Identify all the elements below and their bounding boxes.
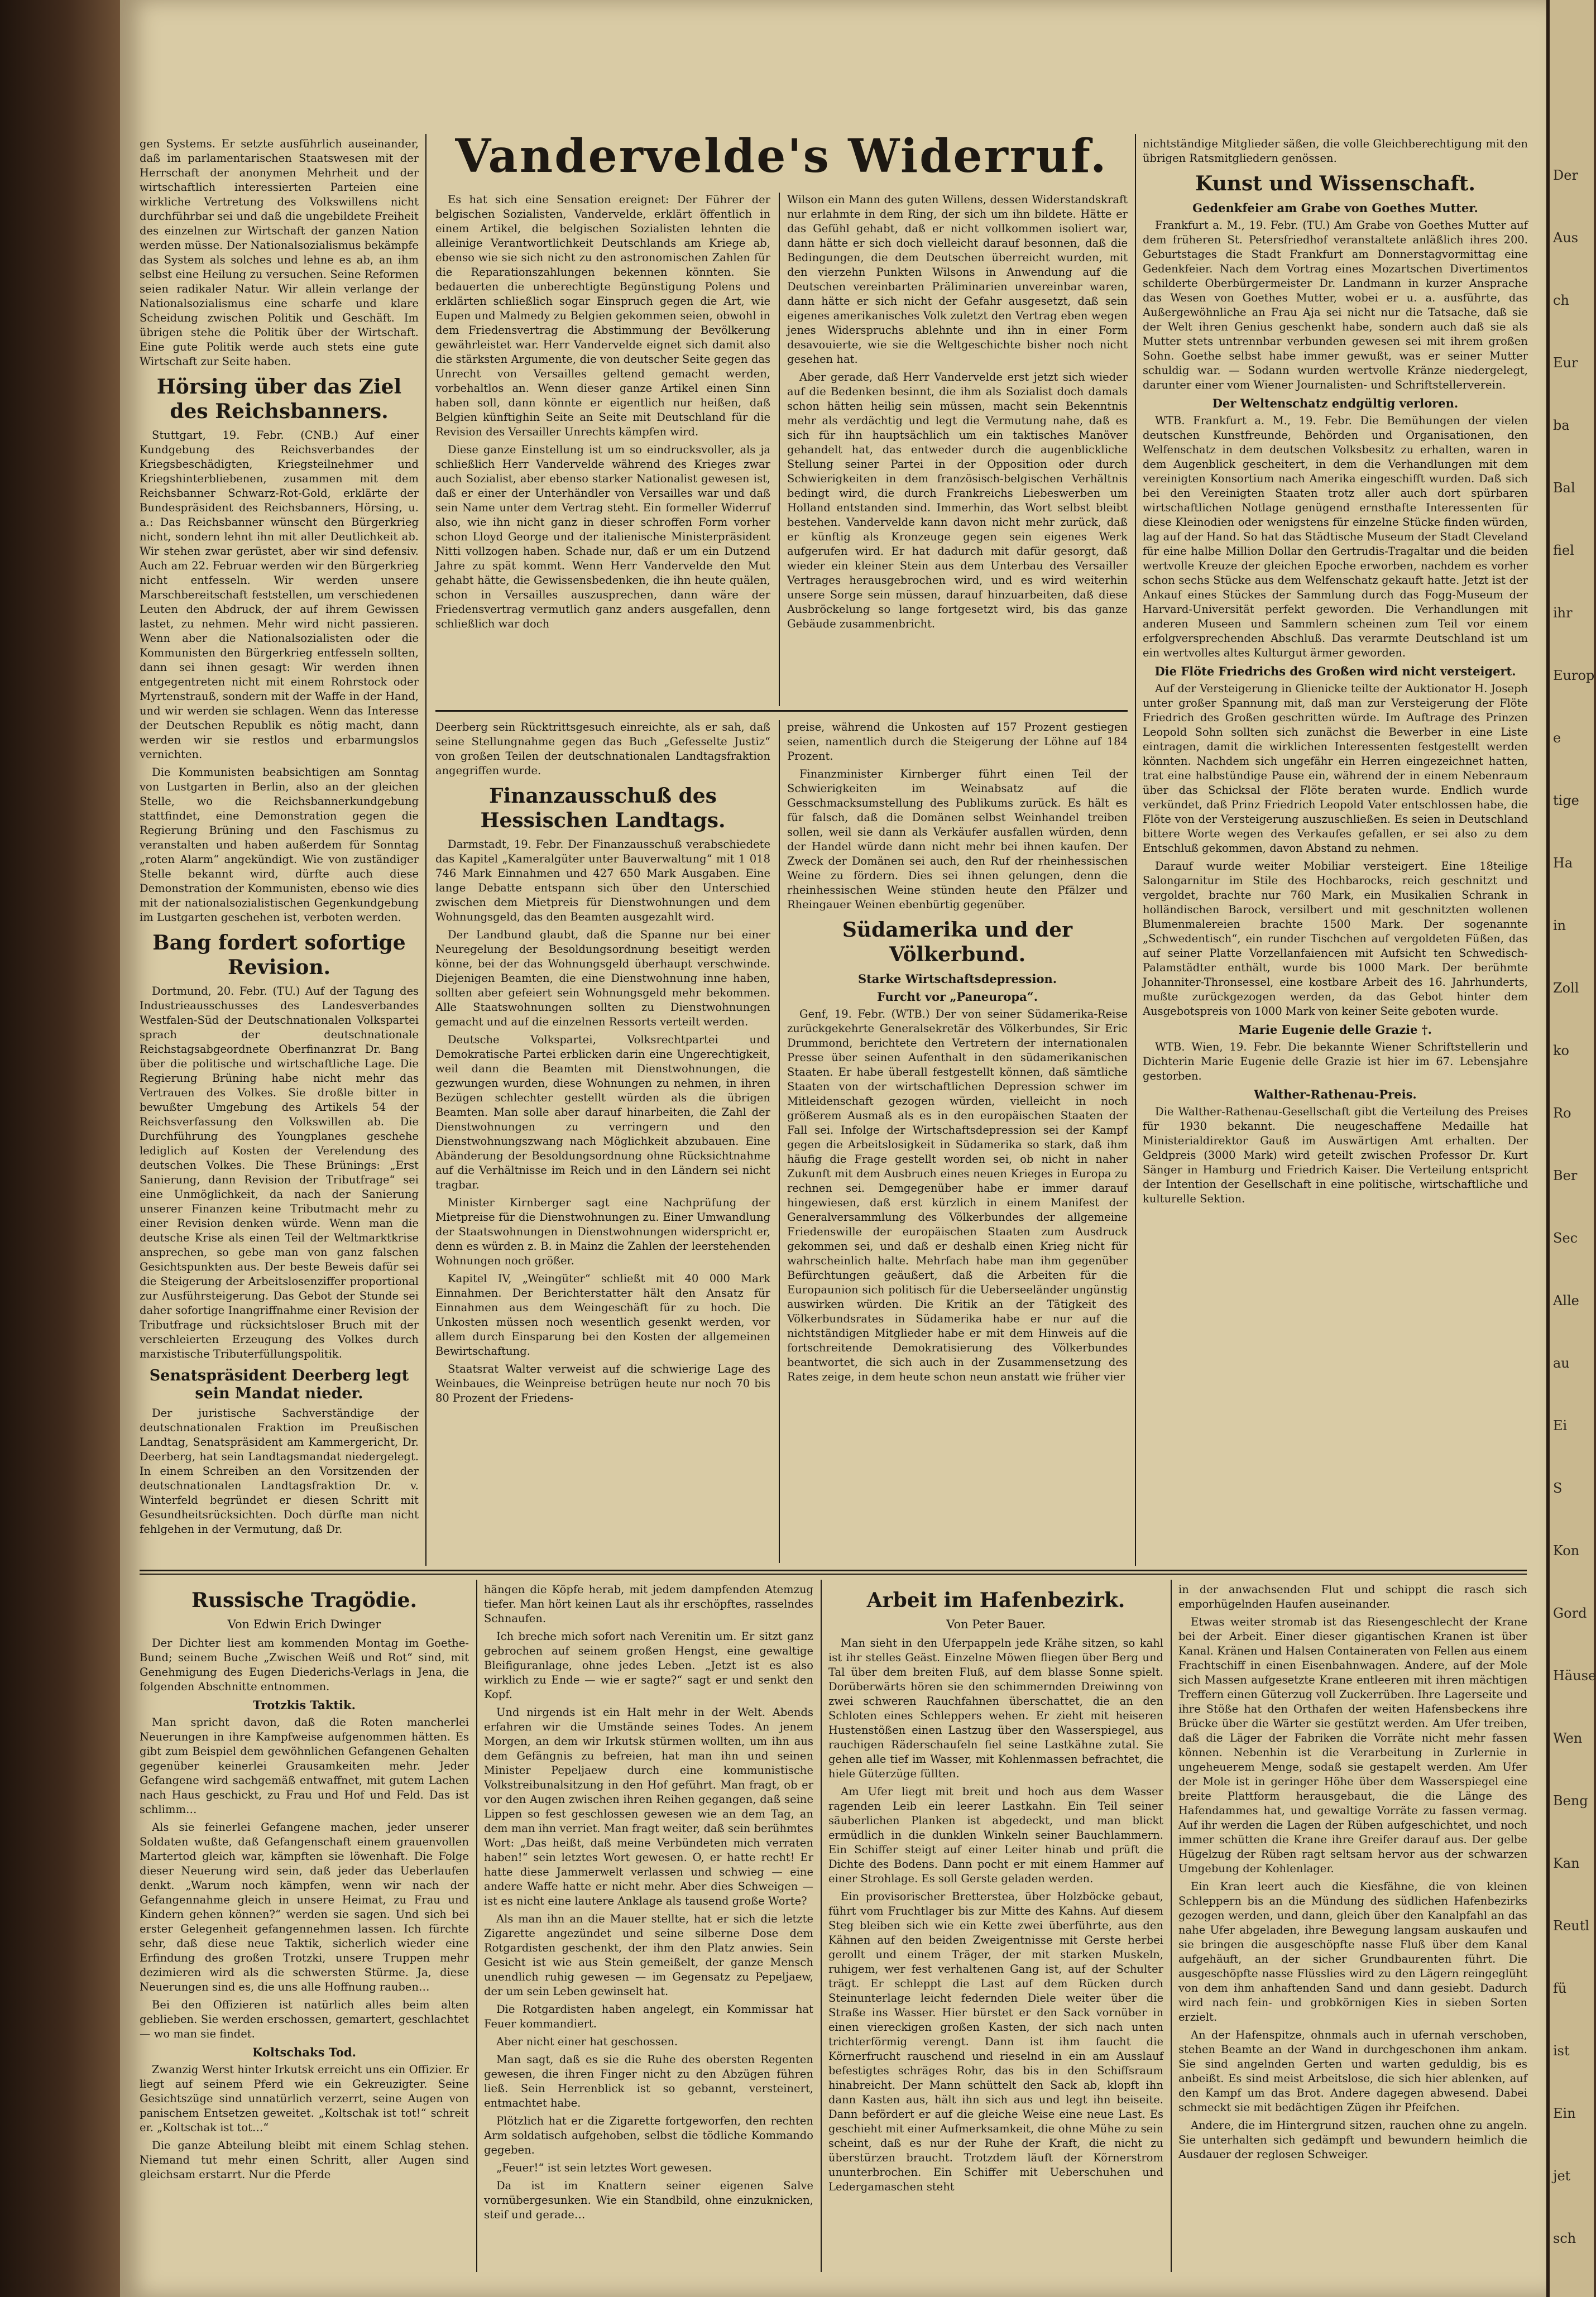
article-text: Man spricht davon, daß die Roten mancherlei Neuerungen in ihre Kampfweise aufgenommen hätten. Es gibt zum Beispiel dem gewöhnlichen Gefangenen Gehalten gegenüber keinerlei Grausamkeiten mehr. Jeder Gefangene wird sachgemäß entwaffnet, mit gutem Lachen nach Haus geschickt, zu Frau und Hof und Feld. Das ist schlimm… (140, 1716, 469, 1816)
edge-text-fragment: Reutl (1553, 1918, 1590, 1934)
article-text: Finanzminister Kirnberger führt einen Teil der Schwierigkeiten im Weinabsatz auf die Gesschmacksumstellung des Publikums zurück. Es hält es für falsch, daß die Domänen selbst Weinhandel treiben sollen, weil sie dann als Verkäufer ausfallen würden, denn der Handel würde dann nicht mehr bei ihnen kaufen. Der Zweck der Domänen sei auch, den Ruf der rheinhessischen Weine zu fördern. Dies sei ihnen gelungen, denn die rheinhessischen Weine stünden heute den Pfälzer und Rheingauer Weinen ebenbürtig gegenüber. (787, 768, 1128, 911)
article-text: in der anwachsenden Flut und schippt die rasch sich emporhügelnden Haufen auseinander. (1178, 1583, 1527, 1610)
article-text: Die Kommunisten beabsichtigen am Sonntag von Lustgarten in Berlin, also an der gleichen Stelle, wo die Reichsbannerkundgebung stattfindet, eine Demonstration gegen die Regierung Brüning und den Faschismus zu veranstalten und haben außerdem für Sonntag „roten Alarm“ angekündigt. Wie von zuständiger Stelle bekannt wird, dürfte auch diese Demonstration der Kommunisten, ebenso wie dies mit der nationalsozialistischen Gegenkundgebung im Lustgarten geschehen ist, verboten werden. (140, 766, 419, 924)
center-top-right (787, 193, 1128, 706)
article-text: Staatsrat Walter verweist auf die schwierige Lage des Weinbaues, die Weinpreise betrügen heute nur noch 70 bis 80 Prozent der Friedens- (435, 1363, 770, 1404)
article-text: Ein Kran leert auch die Kiesfähne, die von kleinen Schleppern bis an die Mündung des südlichen Hafenbezirks gezogen werden, und dann, gleich über den Kanalpfahl an das nahe Ufer abgeladen, ihre Bewegung langsam auskaufen und sie bringen die ausgeschöpfte nasse Fluß über dem Kanal aufgehäuft, an der sicher Grundbaurenten führt. Die ausgeschöpfte nasse Flüsslies wird zu den Lägern reingeglüht von dem ihm anhaftenden Sand und dann gesiebt. Dadurch wird nach fein- und grobkörnigen Kies in sieben Sorten erzielt. (1178, 1880, 1527, 2023)
article-byline: Von Peter Bauer. (946, 1618, 1046, 1631)
edge-text-fragment: Kan (1553, 1855, 1580, 1871)
article-text: Darauf wurde weiter Mobiliar versteigert. Eine 18teilige Salongarnitur im Stile des Hochbarocks, reich geschnitzt und vergoldet, brachte nur 760 Mark, ein Musikalien Schrank in holländischen Barock, versilbert und mit geschnitzten wollenen Blumenmalereien brachte 1500 Mark. Der sogenannte „Schwedentisch“, ein runder Tischchen auf vergoldeten Füßen, das auf seiner Platte Vorzellanfaiencen mit Aufsicht ten Schwedisch-Palamstädter enthält, wurde bis 1000 Mark. Der berühmte Johanniter-Thronsessel, eine kostbare Arbeit des 16. Jahrhunderts, mußte zurückgezogen werden, da das Gebot hinter dem Ausgebotspreis von 1000 Mark von keiner Seite geboten wurde. (1143, 860, 1528, 1018)
article-text: Wilson ein Mann des guten Willens, dessen Widerstandskraft nur erlahmte in dem Ring, der sich um ihn bildete. Hätte er das Gefühl gehabt, daß er nicht vollkommen isoliert war, dann hätte er sich doch vielleicht darauf besonnen, daß die Bedingungen, die dem Deutschen überreicht wurden, mit den vierzehn Punkten Wilsons in Anwendung auf die Deutschen vereinbarten Präliminarien unvereinbar waren, dann hätte er sich nicht der Gefahr ausgesetzt, daß sein eigenes amerikanisches Volk zuletzt den Vertrag eben wegen jenes Widerspruchs ablehnte und ihn in einer Form desavouierte, wie sie die Weltgeschichte bisher noch nicht gesehen hat. (787, 193, 1128, 366)
edge-text-fragment: ch (1553, 292, 1569, 308)
article-text: WTB. Wien, 19. Febr. Die bekannte Wiener Schriftstellerin und Dichterin Marie Eugenie delle Grazie ist hier im 67. Lebensjahre gestorben. (1143, 1040, 1528, 1082)
article-text: Man sieht in den Uferpappeln jede Krähe sitzen, so kahl ist ihr stelles Geäst. Einzelne Möwen fliegen über Berg und Tal über dem breiten Fluß, auf dem blasse Sonne spielt. Dorüberwärts hören sie den schimmernden Dreiwinng von zwei schweren Rauchfahnen überschattet, die an den Schloten eines Schleppers wehen. Er zieht mit heiseren Hustenstößen einen Lastzug über den Wasserspiegel, aus rauchigen Räderschaufeln fiel seine Lastkähne zutal. Sie gehen alle tief im Wasser, mit Kohlenmassen befrachtet, die hiele Güterzüge füllten. (828, 1637, 1163, 1780)
edge-text-fragment: Wen (1553, 1730, 1583, 1746)
article-text: Deerberg sein Rücktrittsgesuch einreichte, als er sah, daß seine Stellungnahme gegen das Buch „Gefesselte Justiz“ von großen Teilen der deutschnationalen Landtagsfraktion angegriffen wurde. (435, 721, 770, 777)
feuilleton-col-3 (828, 1583, 1163, 2269)
feuilleton-rule (140, 1574, 1527, 1575)
edge-text-fragment: ko (1553, 1043, 1569, 1058)
edge-text-fragment: tige (1553, 793, 1579, 808)
feuilleton-col-2 (484, 1583, 813, 2269)
edge-text-fragment: Aus (1553, 230, 1579, 246)
article-subheadline: Starke Wirtschaftsdepression. (857, 972, 1057, 986)
article-text: Bei den Offizieren ist natürlich alles beim alten geblieben. Sie werden erschossen, gemartert, geschlachtet — wo man sie findet. (140, 1998, 469, 2040)
article-subheadline: Der Weltenschatz endgültig verloren. (1212, 396, 1459, 410)
newspaper-page (120, 0, 1546, 2297)
article-text: Als man ihn an die Mauer stellte, hat er sich die letzte Zigarette angezündet und seine silberne Dose dem Rotgardisten geschenkt, der ihm den Platz anwies. Sein Gesicht ist wie aus Stein gemeißelt, der ganze Mensch unendlich ruhig gewesen — im Gegensatz zu Pepeljaew, der um sein Leben gewinselt hat. (484, 1912, 813, 1998)
column-rule (425, 134, 426, 1566)
edge-text-fragment: sch (1553, 2231, 1576, 2246)
edge-text-fragment: ihr (1553, 605, 1573, 621)
edge-text-fragment: Gord (1553, 1605, 1587, 1621)
edge-text-fragment: Ha (1553, 855, 1573, 871)
article-text: Auf der Versteigerung in Glienicke teilte der Auktionator H. Joseph unter großer Spannung mit, daß man zur Versteigerung der Flöte Friedrich des Großen geschritten würde. Im Auftrage des Prinzen Leopold Sohn sollten sich zunächst die Bewerber in eine Liste eintragen, damit die wirklichen Interessenten festgestellt werden könnten. Nachdem sich ungefähr ein Herren eingezeichnet hatten, trat eine halbstündige Pause ein, während der in einem Nebenraum über das Schicksal der Flöte beraten wurde. Endlich wurde verkündet, daß Prinz Friedrich Leopold Vater entschlossen habe, die Flöte von der Versteigerung auszuschließen. Es seien in Deutschland bittere Worte wegen des Verkaufes gefallen, er sei also zu dem Entschluß gekommen, davon Abstand zu nehmen. (1143, 682, 1528, 855)
article-text: Der Landbund glaubt, daß die Spanne nur bei einer Neuregelung der Besoldungsordnung beseitigt werden könne, bei der das Wohnungsgeld überhaupt verschwinde. Diejenigen Beamten, die eine Dienstwohnung inne haben, sollten aber gefeiert sein Wohnungsgeld mehr bekommen. Alle Staatswohnungen sollten zu Dienstwohnungen gemacht und auf die einzelnen Ressorts verteilt werden. (435, 928, 770, 1028)
article-text: WTB. Frankfurt a. M., 19. Febr. Die Bemühungen der vielen deutschen Kunstfreunde, Behörden und Organisationen, den Welfenschatz in dem deutschen Volksbesitz zu erhalten, waren in dem Augenblick gescheitert, in dem die Verhandlungen mit dem vereinigten Konsortium nach Amerika eingeschifft wurden. Daß sich bei den Vereinigten Staaten trotz aller auch dort spürbaren wirtschaftlichen Notlage genügend ernsthafte Interessenten für diese Kleinodien oder wenigstens für einzelne Stücke finden würden, lag auf der Hand. So hat das Städtische Museum der Stadt Cleveland für eine halbe Million Dollar den Gertrudis-Tragaltar und die beiden wertvolle Kreuze der gleichen Epoche erworben, nachdem es vorher schon sechs Stücke aus dem Welfenschatz gekauft hatte. Jetzt ist der Ankauf eines Stückes der Sammlung durch das Fogg-Museum der Harvard-Universität perfekt geworden. Die Verhandlungen mit anderen Museen und Sammlern scheinen zum Teil vor einem erfolgversprechenden Abschluß. Das verarmte Deutschland ist um ein wertvolles altes Kulturgut ärmer geworden. (1143, 414, 1528, 659)
feuilleton-col-1 (140, 1583, 469, 2269)
edge-text-fragment: fü (1553, 1980, 1567, 1996)
article-headline: Südamerika und der Völkerbund. (842, 918, 1073, 966)
section-headline: Kunst und Wissenschaft. (1195, 172, 1475, 195)
center-top-left (435, 193, 770, 706)
article-headline: Senatspräsident Deerberg legt sein Mandat nieder. (149, 1367, 409, 1402)
article-headline: Bang fordert sofortige Revision. (152, 931, 406, 979)
article-text: Man sagt, daß es sie die Ruhe des obersten Regenten gewesen, die ihren Finger nicht zu den Abzügen führen ließ. Sein Herrenblick ist so gebannt, versteinert, entmachtet habe. (484, 2053, 813, 2109)
article-text: Als sie feinerlei Gefangene machen, jeder unserer Soldaten wußte, daß Gefangenschaft einem grauenvollen Martertod gleich war, kämpften sie löwenhaft. Die Folge dieser Neuerung wird sein, daß jeder das Ueberlaufen denkt. „Warum noch kämpfen, wenn wir nach der Gefangennahme gleich in unsere Heimat, zu Frau und Kindern gehen können?“ werden sie sagen. Und sich bei erster Gelegenheit gefangennehmen lassen. Ich fürchte sehr, daß diese neue Taktik, sicherlich wieder eine Erfindung des großen Trotzki, unsere Truppen mehr dezimieren wird als die schwersten Stürme. Ja, diese Neuerungen sind es, die uns alle Hoffnung rauben… (140, 1821, 469, 1993)
article-text: gen Systems. Er setzte ausführlich auseinander, daß im parlamentarischen Staatswesen mit der Herrschaft der anonymen Mehrheit und der wirtschaftlich interessierten Parteien eine wirkliche Vertretung des Volkswillens nicht durchführbar sei und daß die ungebildete Freiheit des einzelnen zur Wirtschaft der ganzen Nation werden müsse. Der Nationalsozialismus bekämpfe das System als solches und lehne es ab, an ihm selbst eine Heilung zu versuchen. Seine Reformen seien radikaler Natur. Wir allein verlange der Nationalsozialismus eine scharfe und klare Scheidung zwischen Politik und Geschäft. Im übrigen stehe die Politik über der Wirtschaft. Eine gute Politik werde auch stets eine gute Wirtschaft zur Seite haben. (140, 137, 419, 368)
article-text: Diese ganze Einstellung ist um so eindrucksvoller, als ja schließlich Herr Vandervelde während des Krieges zwar auch Sozialist, aber ebenso starker Nationalist gewesen ist, daß er einer der Unterhändler von Versailles war und daß sein Name unter dem Vertrag steht. Ein formeller Widerruf also, wie ihn nicht ganz in dieser schroffen Form vorher schon Lloyd George und der italienische Ministerpräsident Nitti vollzogen haben. Schade nur, daß er um ein Dutzend Jahre zu spät kommt. Wenn Herr Vandervelde den Mut gehabt hätte, die Gewissensbedenken, die ihn heute quälen, schon in Versailles auszusprechen, dann wäre der Friedensvertrag vermutlich ganz anders ausgefallen, denn schließlich war doch (435, 443, 770, 630)
edge-text-fragment: Häuse (1553, 1668, 1596, 1684)
article-subheadline: Furcht vor „Paneuropa“. (876, 990, 1038, 1004)
edge-text-fragment: fiel (1553, 543, 1574, 558)
main-headline: Vandervelde's Widerruf. (455, 130, 1108, 183)
edge-text-fragment: Eur (1553, 355, 1578, 371)
article-subheadline: Trotzkis Taktik. (253, 1698, 356, 1712)
article-text: Plötzlich hat er die Zigarette fortgeworfen, den rechten Arm soldatisch aufgehoben, selbst die tödliche Kommando gegeben. (484, 2114, 813, 2156)
article-text: Der Dichter liest am kommenden Montag im Goethe-Bund; seinem Buche „Zwischen Weiß und Rot“ sind, mit Genehmigung des Eugen Diederichs-Verlags in Jena, die folgenden Abschnitte entnommen. (140, 1637, 469, 1693)
article-subheadline: Gedenkfeier am Grabe von Goethes Mutter. (1192, 201, 1478, 215)
article-text: hängen die Köpfe herab, mit jedem dampfenden Atemzug tiefer. Man hört keinen Laut als ihr erschöpftes, rasselndes Schnaufen. (484, 1583, 813, 1625)
article-headline: Hörsing über das Ziel des Reichsbanners. (156, 375, 402, 423)
article-text: Andere, die im Hintergrund sitzen, rauchen ohne zu angeln. Sie unterhalten sich gedämpft und bewundern heimlich die Ausdauer der reglosen Schweiger. (1178, 2119, 1527, 2161)
article-text: Minister Kirnberger sagt eine Nachprüfung der Mietpreise für die Dienstwohnungen zu. Einer Umwandlung der Staatswohnungen in Dienstwohnungen widerspricht er, denn es würden z. B. in Mainz die Zahlen der leerstehenden Wohnungen noch größer. (435, 1196, 770, 1267)
article-text: Ich breche mich sofort nach Verenitin um. Er sitzt ganz gebrochen auf seinem großen Hengst, eine gewaltige Bleifiguranlage, ohne jedes Leben. „Jetzt ist es also wirklich zu Ende — wie er sagte?“ sagt er und senkt den Kopf. (484, 1630, 813, 1701)
edge-text-fragment: in (1553, 918, 1566, 933)
article-subheadline: Die Flöte Friedrichs des Großen wird nicht versteigert. (1154, 664, 1516, 678)
article-byline: Von Edwin Erich Dwinger (227, 1618, 381, 1631)
article-text: „Feuer!“ ist sein letztes Wort gewesen. (496, 2161, 712, 2174)
edge-text-fragment: e (1553, 730, 1561, 746)
left-column (140, 137, 419, 1563)
article-text: Deutsche Volkspartei, Volksrechtpartei und Demokratische Partei erblicken darin eine Ungerechtigkeit, weil dann die Beamten mit Dienstwohnungen, die gezwungen wurden, diese Wohnungen zu nehmen, in ihren Bezügen schlechter gestellt würden als die übrigen Beamten. Man solle aber darauf hinarbeiten, die Zahl der Dienstwohnungen zu verringern und den Dienstwohnungszwang nach Möglichkeit abzubauen. Eine Abänderung der Besoldungsordnung ohne Rücksichtnahme auf die Verhältnisse im Reich und in den Ländern sei nicht tragbar. (435, 1033, 770, 1191)
edge-text-fragment: Der (1553, 167, 1578, 183)
edge-text-fragment: Sec (1553, 1230, 1578, 1246)
article-subheadline: Marie Eugenie delle Grazie †. (1239, 1023, 1432, 1037)
article-text: Etwas weiter stromab ist das Riesengeschlecht der Krane bei der Arbeit. Einer dieser gigantischen Kranen ist über Kanal. Kränen und Halsen Containeraten von Fellen aus einem Frachtschiff in einen Eisenbahnwagen. Andere, auf der Mole sich Massen aufgesetzte Krane entleeren mit ihren mächtigen Treffern einen Güterzug voll Zuckerrüben. Ihre Lagerseite und ihre Stöße hat den Orthafen der weiten Hafensbeckens ihre Brücke über die Wärter sie gestützt werden. Am Ufer treiben, daß die Läger der Fabriken die Vorräte nicht mehr fassen können. Nebenhin ist die Verarbeitung in Zurlernie in ungeheuerem Menge, sodaß sie gestapelt werden. Am Ufer der Mole ist in geringer Höhe über dem Wasserspiegel eine breite Plattform herausgebaut, die die Länge des Hafendammes hat, und gewaltige Vorräte zu fassen vermag. Auf ihr werden die Lagen der Rüben aufgeschichtet, und noch immer schütten die Krane ihre Greifer darauf aus. Der gelbe Hügelzug der Rüben ragt seltsam hervor aus der schwarzen Umgebung der Kohlenlager. (1178, 1615, 1527, 1875)
article-text: Dortmund, 20. Febr. (TU.) Auf der Tagung des Industrieausschusses des Landesverbandes Westfalen-Süd der Deutschnationalen Volkspartei sprach der deutschnationale Reichstagsabgeordnete Oberfinanzrat Dr. Bang über die politische und wirtschaftliche Lage. Die Regierung Brüning habe nicht mehr das Vertrauen des Volkes. Sie droßle bitter in bewußter Umgebung des Artikels 54 der Reichsverfassung den Volkswillen ab. Die Durchführung des Youngplanes geschehe lediglich auf Kosten der Verelendung des deutschen Volkes. Die These Brünings: „Erst Sanierung, dann Revision der Tributfrage“ sei eine Unmöglichkeit, da nach der Sanierung unserer Finanzen keine Tributmacht mehr zu einer Revision denken würde. Wenn man die deutsche Krise als einen Teil der Weltmarktkrise ansprechen, so gebe man von ganz falschen Gesichtspunkten aus. Der beste Beweis dafür sei die Steigerung der Arbeitslosenziffer proportional zur Ausführsteigerung. Das Gebot der Stunde sei daher sofortige Inangriffnahme einer Revision der Tributfrage und rücksichtsloser Bruch mit der verschleierten Erzeugung des Volkes durch marxistische Tributerfüllungspolitik. (140, 985, 419, 1360)
edge-text-fragment: ist (1553, 2043, 1570, 2059)
article-text: Aber nicht einer hat geschossen. (496, 2035, 678, 2048)
edge-text-fragment: S (1553, 1480, 1563, 1496)
section-rule (435, 710, 1128, 712)
article-text: Darmstadt, 19. Febr. Der Finanzausschuß verabschiedete das Kapitel „Kameralgüter unter Bauverwaltung“ mit 1 018 746 Mark Einnahmen und 427 650 Mark Ausgaben. Eine lange Debatte entspann sich über den Unterschied zwischen dem Mietpreis für Dienstwohnungen und dem Wohnungsgeld, das den Beamten ausgezahlt wird. (435, 838, 770, 923)
article-text: Es hat sich eine Sensation ereignet: Der Führer der belgischen Sozialisten, Vandervelde, erklärt öffentlich in einem Artikel, die belgischen Sozialisten lehnten die alleinige Verantwortlichkeit Deutschlands am Kriege ab, ebenso wie sie sich nicht zu den astronomischen Zahlen für die Reparationszahlungen bekennen könnten. Sie bedauerten die unberechtigte Begünstigung Polens und erklärten schließlich sogar Einspruch gegen die Art, wie Eupen und Malmedy zu Belgien gekommen seien, obwohl in dem Friedensvertrag die Abstimmung der Bevölkerung gewährleistet war. Herr Vandervelde eignet sich damit also die stärksten Argumente, die von deutscher Seite gegen das Unrecht von Versailles geltend gemacht werden, vorbehaltlos an. Wenn dieser ganze Artikel einen Sinn haben soll, dann könnte er eigentlich nur heißen, daß Belgien künftighin Seite an Seite mit Deutschland für die Revision des Versailler Unrechts kämpfen wird. (435, 193, 770, 438)
article-text: Die Rotgardisten haben angelegt, ein Kommissar hat Feuer kommandiert. (484, 2003, 813, 2030)
article-subheadline: Walther-Rathenau-Preis. (1254, 1087, 1417, 1101)
edge-text-fragment: Kon (1553, 1543, 1580, 1558)
edge-text-fragment: jet (1553, 2168, 1571, 2184)
column-rule (779, 193, 780, 706)
article-text: Aber gerade, daß Herr Vandervelde erst jetzt sich wieder auf die Bedenken besinnt, die ihm als Sozialist doch damals schon hätten heilig sein müssen, macht sein Bekenntnis mehr als verdächtig und legt die Vermutung nahe, daß es sich für ihn hauptsächlich um ein taktisches Manöver gehandelt hat, das entweder durch die augenblickliche Stellung seiner Partei in der Opposition oder durch Schwierigkeiten in dem französisch-belgischen Verhältnis bedingt wird, die durch Frankreichs Liebeswerben um Holland entstanden sind. Immerhin, das Wort selbst bleibt bestehen. Vandervelde kann davon nicht mehr zurück, daß er künftig als Kronzeuge gegen sein eigenes Werk aufgerufen wird. Er hat dadurch mit dafür gesorgt, daß wieder ein kleiner Stein aus dem Unterbau des Versailler Vertrages herausgebrochen wird, und es wird weiterhin unsere Sorge sein müssen, darauf hinzuarbeiten, daß diese Ausbröckelung so lange fortgesetzt wird, bis das ganze Gebäude zusammenbricht. (787, 371, 1128, 630)
center-mid-right (787, 720, 1128, 1563)
feuilleton-col-4 (1178, 1583, 1527, 2269)
edge-text-fragment: au (1553, 1355, 1570, 1371)
article-text: Genf, 19. Febr. (WTB.) Der von seiner Südamerika-Reise zurückgekehrte Generalsekretär des Völkerbundes, Sir Eric Drummond, berichtete den Vertretern der internationalen Presse über seinen Aufenthalt in den südamerikanischen Staaten. Er habe überall festgestellt können, daß sämtliche Staaten von der wirtschaftlichen Depression schwer im Mitleidenschaft gezogen würden, vielleicht in noch größerem Ausmaß als es in den europäischen Staaten der Fall sei. Infolge der Wirtschaftsdepression sei der Kampf gegen die Arbeitslosigkeit in Südamerika so stark, daß ihm häufig die Frage gestellt worden sei, ob nicht in naher Zukunft mit dem Ausbruch eines neuen Krieges in Europa zu rechnen sei. Demgegenüber habe er immer darauf hingewiesen, daß erst kürzlich in einem Manifest der Generalversammlung des Völkerbundes der allgemeine Friedenswille der europäischen Staaten zum Ausdruck gekommen sei, und daß er deshalb einen Krieg nicht für wahrscheinlich halte. Mehrfach habe man ihm gegenüber Befürchtungen geäußert, daß die Arbeiten für die Europaunion sich politisch für die Ueberseeländer ungünstig auswirken würden. Die Kritik an der Tätigkeit des Völkerbundsrates in Südamerika habe er nur auf die nichtständigen Mitglieder habe er mit dem Hinweis auf die fortschreitende Demokratisierung des Völkerbundes beantwortet, die sich auch in der Zusammensetzung des Rates zeige, in dem heute schon neun anstatt wie früher vier (787, 1008, 1128, 1383)
edge-text-fragment: Ber (1553, 1168, 1578, 1183)
edge-text-fragment: Bal (1553, 480, 1575, 496)
article-text: Da ist im Knattern seiner eigenen Salve vornübergesunken. Wie ein Standbild, ohne einzuknicken, steif und gerade… (484, 2179, 813, 2221)
article-text: Ein provisorischer Bretterstea, über Holzböcke gebaut, führt vom Fruchtlager bis zur Mitte des Kahns. Auf diesem Steg bleiben sich wie ein Kette zwei überführte, aus den Kähnen auf den beiden Zweigentnisse mit Gerste herbei gerollt und einem Träger, der mit starken Muskeln, ruhigem, wer fest verhaltenen Gang ist, auf der Schulter trägt. Er schleppt die Last auf dem Rücken durch Steinunterlage leicht federnden Diele weiter über die Straße ins Wasser. Hier bürstet er den Sack vornüber in einen viereckigen großen Kasten, der sich nach unten trichterförmig verengt. Dann ist ihm faucht die Körnerfrucht rauschend und rieselnd in ein am Ausslauf befestigtes schräges Rohr, das bis in den Schiffsraum hinabreicht. Der Mann schüttelt den Sack ab, klopft ihn dann Kasten aus, hält ihn sich aus und legt ihn beiseite. Dann befördert er auf die gleiche Weise eine neue Last. Es geschieht mit einer Aufmerksamkeit, die ohne Mühe zu sein scheint, daß es nur der Ruhe der Kraft, die nicht zu überstürzen braucht. Trotzdem läuft der Körnerstrom ununterbrochen. Ein Schiffer mit Ueberschuhen und Ledergamaschen steht (828, 1890, 1163, 2193)
column-rule (821, 1580, 822, 2272)
edge-text-fragment: ba (1553, 418, 1570, 433)
article-text: Die ganze Abteilung bleibt mit einem Schlag stehen. Niemand tut mehr einen Schritt, aller Augen sind gleichsam erstarrt. Nur die Pferde (140, 2139, 469, 2181)
book-spine (0, 0, 120, 2297)
edge-text-fragment: Ein (1553, 2106, 1576, 2121)
column-rule (476, 1580, 477, 2272)
article-text: Am Ufer liegt mit breit und hoch aus dem Wasser ragenden Leib ein leerer Lastkahn. Ein Teil seiner säuberlichen Planken ist abgedeckt, und man blickt ermüdlich in die dunklen Winkeln seiner Bauchlammern. Ein Schiffer steigt auf einer Leiter hinab und prüft die Dichte des Bodens. Dann pocht er mit einem Hammer auf einer Strohlage. Es soll Gerste geladen werden. (828, 1785, 1163, 1885)
edge-text-fragment: Zoll (1553, 980, 1579, 996)
column-rule (779, 720, 780, 1563)
article-text: Frankfurt a. M., 19. Febr. (TU.) Am Grabe von Goethes Mutter auf dem früheren St. Petersfriedhof veranstaltete anläßlich ihres 200. Geburtstages die Stadt Frankfurt am Donnerstagvormittag eine Gedenkfeier. Nach dem Vortrag eines Mozartschen Divertimentos schilderte Oberbürgermeister Dr. Landmann in kurzer Ansprache das Wesen von Goethes Mutter, wobei er u. a. ausführte, das Außergewöhnliche an Frau Aja sei nicht nur die Tatsache, daß sie der Welt ihren Genius geschenkt habe, sondern auch daß sie als Mutter stets untrennbar verbunden gewesen sei mit ihrem großen Sohn. Goethe selbst habe immer gewußt, was er seiner Mutter schuldig war. — Sodann wurden wertvolle Kränze niedergelegt, darunter einer vom Wiener Journalisten- und Schriftstellerverein. (1143, 219, 1528, 391)
article-text: Stuttgart, 19. Febr. (CNB.) Auf einer Kundgebung des Reichsverbandes der Kriegsbeschädigten, Kriegsteilnehmer und Kriegshinterbliebenen, zusammen mit dem Reichsbanner Schwarz-Rot-Gold, erklärte der Bundespräsident des Reichsbanners, Hörsing, u. a.: Das Reichsbanner wünscht den Bürgerkrieg nicht, sondern lehnt ihn mit aller Deutlichkeit ab. Wir stehen zwar gerüstet, aber wir sind defensiv. Auch am 22. Februar werden wir den Bürgerkrieg nicht entfesseln. Wir werden unsere Marschbereitschaft feststellen, um verschiedenen Leuten den Abdruck, der auf ihrem Gewissen lastet, zu nehmen. Mehr wird nicht passieren. Wenn aber die Nationalsozialisten oder die Kommunisten den Bürgerkrieg entfesseln sollten, dann sei ihnen gesagt: Wir werden ihnen entgegentreten nicht mit einem Rohrstock oder Myrtenstrauß, sondern mit der Waffe in der Hand, und wir werden sie schlagen. Wenn das Interesse der Deutschen Republik es nötig macht, dann werden wir sie restlos und erbarmungslos vernichten. (140, 429, 419, 761)
article-headline: Arbeit im Hafenbezirk. (866, 1589, 1125, 1612)
edge-text-fragment: Alle (1553, 1293, 1579, 1308)
edge-text-fragment: Ro (1553, 1105, 1571, 1121)
column-rule (1135, 134, 1136, 1566)
article-text: Die Walther-Rathenau-Gesellschaft gibt die Verteilung des Preises für 1930 bekannt. Die neugeschaffene Medaille hat Ministerialdirektor Gauß im Auswärtigen Amt erhalten. Der Geldpreis (3000 Mark) wird geteilt zwischen Professor Dr. Kurt Sänger in Hamburg und Friedrich Kaiser. Die Verteilung entspricht der Intention der Gesellschaft in eine politische, wirtschaftliche und kulturelle Sektion. (1143, 1105, 1528, 1205)
right-column (1143, 137, 1528, 1563)
article-text: Der juristische Sachverständige der deutschnationalen Fraktion im Preußischen Landtag, Senatspräsident am Kammergericht, Dr. Deerberg, hat sein Landtagsmandat niedergelegt. In einem Schreiben an den Vorsitzenden der deutschnationalen Landtagsfraktion Dr. v. Winterfeld begründet er diesen Schritt mit Gesundheitsrücksichten. Doch dürfte man nicht fehlgehen in der Vermutung, daß Dr. (140, 1407, 419, 1536)
article-text: nichtständige Mitglieder säßen, die volle Gleichberechtigung mit den übrigen Ratsmitgliedern genössen. (1143, 137, 1528, 165)
edge-text-fragment: Ei (1553, 1418, 1568, 1433)
feuilleton-rule (140, 1570, 1527, 1571)
edge-text-fragment: Beng (1553, 1793, 1588, 1809)
article-text: An der Hafenspitze, ohnmals auch in ufernah verschoben, stehen Beamte an der Wand in durchgeschonen ihm ankam. Sie sind angelnden Gerten und warten geduldig, bis es anbeißt. Es sind meist Arbeitslose, die sich hier ablenken, auf den Kampf um das Brot. Andere dagegen abwesend. Dabei schmeckt sie mit bedächtigen Zügen ihr Pfeifchen. (1178, 2029, 1527, 2114)
center-mid-left (435, 720, 770, 1563)
article-text: Kapitel IV, „Weingüter“ schließt mit 40 000 Mark Einnahmen. Der Berichterstatter hält den Ansatz für Einnahmen aus dem Weingeschäft für zu hoch. Die Unkosten müssen noch wesentlich gesenkt werden, vor allem durch Einsparung bei den Kosten der allgemeinen Bewirtschaftung. (435, 1272, 770, 1358)
article-text: preise, während die Unkosten auf 157 Prozent gestiegen seien, namentlich durch die Steigerung der Löhne auf 184 Prozent. (787, 721, 1128, 763)
article-subheadline: Koltschaks Tod. (252, 2045, 356, 2059)
article-text: Zwanzig Werst hinter Irkutsk erreicht uns ein Offizier. Er liegt auf seinem Pferd wie ein Gekreuzigter. Seine Gesichtszüge sind unnatürlich verzerrt, seine Augen von panischem Entsetzen geweitet. „Koltschak ist tot!“ schreit er. „Koltschak ist tot…“ (140, 2063, 469, 2134)
article-headline: Russische Tragödie. (191, 1589, 418, 1612)
article-headline: Finanzausschuß des Hessischen Landtags. (480, 784, 726, 832)
edge-text-fragment: Europ (1553, 668, 1595, 683)
column-rule (1171, 1580, 1172, 2272)
article-text: Und nirgends ist ein Halt mehr in der Welt. Abends erfahren wir die Umstände seines Todes. An jenem Morgen, an dem wir Irkutsk stürmen wollten, um ihn aus dem Gefängnis zu befreien, hat man ihn und seinen Minister Pepeljaew durch eine kommunistische Volkstreibunalsitzung in den Hof geführt. Man fragt, ob er vor den Augen zwischen ihren Reihen gegangen, daß seine Lippen so fest geschlossen gewesen wie an dem Tag, an dem man ihn verriet. Man fragt weiter, daß sein berühmtes Wort: „Das heißt, daß meine Verbündeten mich verraten haben!“ sein letztes Wort gewesen. O, er hatte recht! Er hatte diese Jammerwelt verlassen und schwieg — eine andere Waffe hatte er nicht mehr. Aber dies Schweigen — ist es nicht eine lautere Anklage als tausend große Worte? (484, 1706, 813, 1907)
next-page-edge (1546, 0, 1594, 2297)
